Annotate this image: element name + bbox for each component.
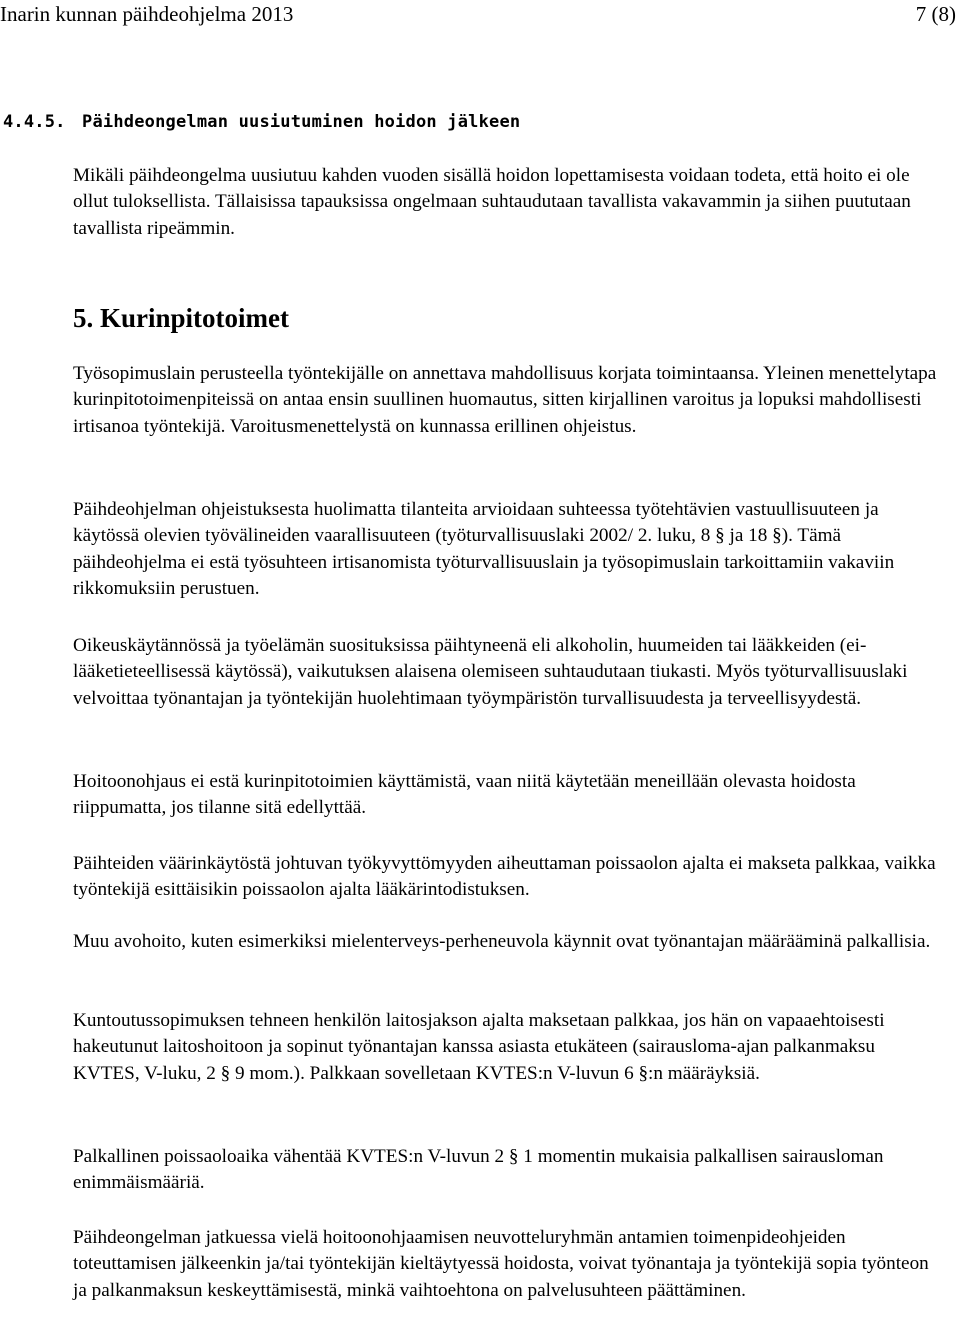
subsection-number: 4.4.5. bbox=[3, 112, 66, 132]
section-heading: 5. Kurinpitotoimet bbox=[73, 303, 289, 333]
subsection-heading bbox=[3, 110, 520, 134]
paragraph: Kuntoutussopimuksen tehneen henkilön laitosjakson ajalta maksetaan palkkaa, jos hän on vapaaehtoisesti hakeutunut laitoshoitoon ja sopinut työnantajan kanssa asiasta etukäteen (sairausloma-ajan palkanmaksu KVTES, V-luku, 2 § 9 mom.). Palkkaan sovelletaan KVTES:n V-luvun 6 §:n määräyksiä. bbox=[73, 1010, 885, 1084]
paragraph: Päihteiden väärinkäytöstä johtuvan työkyvyttömyyden aiheuttaman poissaolon ajalta ei makseta palkkaa, vaikka työntekijä esittäisikin poissaolon ajalta lääkärintodistuksen. bbox=[73, 853, 936, 901]
paragraph: Palkallinen poissaoloaika vähentää KVTES:n V-luvun 2 § 1 momentin mukaisia palkallisen sairausloman enimmäismääriä. bbox=[73, 1146, 884, 1194]
paragraph: Päihdeongelman jatkuessa vielä hoitoonohjaamisen neuvotteluryhmän antamien toimenpideohjeiden toteuttamisen jälkeenkin ja/tai työntekijän kieltäytyessä hoidosta, voivat työnantaja ja työntekijä sopia työnteon ja palkanmaksun keskeyttämisestä, minkä vaihtoehtona on palvelusuhteen päättäminen. bbox=[73, 1227, 929, 1301]
paragraph: Hoitoonohjaus ei estä kurinpitotoimien käyttämistä, vaan niitä käytetään meneillään olevasta hoidosta riippumatta, jos tilanne sitä edellyttää. bbox=[73, 771, 856, 819]
paragraph: Oikeuskäytännössä ja työelämän suosituksissa päihtyneenä eli alkoholin, huumeiden tai lääkkeiden (ei-lääketieteellisessä käytössä), vaikutuksen alaisena olemiseen suhtaudutaan tiukasti. Myös työturvallisuuslaki velvoittaa työnantajan ja työntekijän huolehtimaan työympäristön turvallisuudesta ja terveellisyydestä. bbox=[73, 635, 908, 709]
paragraph: Päihdeohjelman ohjeistuksesta huolimatta tilanteita arvioidaan suhteessa työtehtävien vastuullisuuteen ja käytössä olevien työvälineiden vaarallisuuteen (työturvallisuuslaki 2002/ 2. luku, 8 § ja 18 §). Tämä päihdeohjelma ei estä työsuhteen irtisanomista työturvallisuuslain ja työsopimuslain tarkoittamiin vakaviin rikkomuksiin perustuen. bbox=[73, 499, 895, 600]
paragraph-relapse: Mikäli päihdeongelma uusiutuu kahden vuoden sisällä hoidon lopettamisesta voidaan todeta, että hoito ei ole ollut tuloksellista. Tällaisissa tapauksissa ongelmaan suhtaudutaan tavallista vakavammin ja siihen puututaan tavallista ripeämmin. bbox=[73, 165, 911, 239]
document-title: Inarin kunnan päihdeohjelma 2013 bbox=[0, 2, 294, 26]
paragraph: Työsopimuslain perusteella työntekijälle on annettava mahdollisuus korjata toimintaansa. Yleinen menettelytapa kurinpitotoimenpiteissä on antaa ensin suullinen huomautus, sitten kirjallinen varoitus ja lopuksi mahdollisesti irtisanoa työntekijä. Varoitusmenettelystä on kunnassa erillinen ohjeistus. bbox=[73, 363, 937, 437]
page-number: 7 (8) bbox=[915, 2, 956, 26]
page-header bbox=[0, 0, 960, 32]
subsection-title: Päihdeongelman uusiutuminen hoidon jälkeen bbox=[82, 112, 521, 132]
paragraph: Muu avohoito, kuten esimerkiksi mielenterveys-perheneuvola käynnit ovat työnantajan määrääminä palkallisia. bbox=[73, 931, 931, 952]
